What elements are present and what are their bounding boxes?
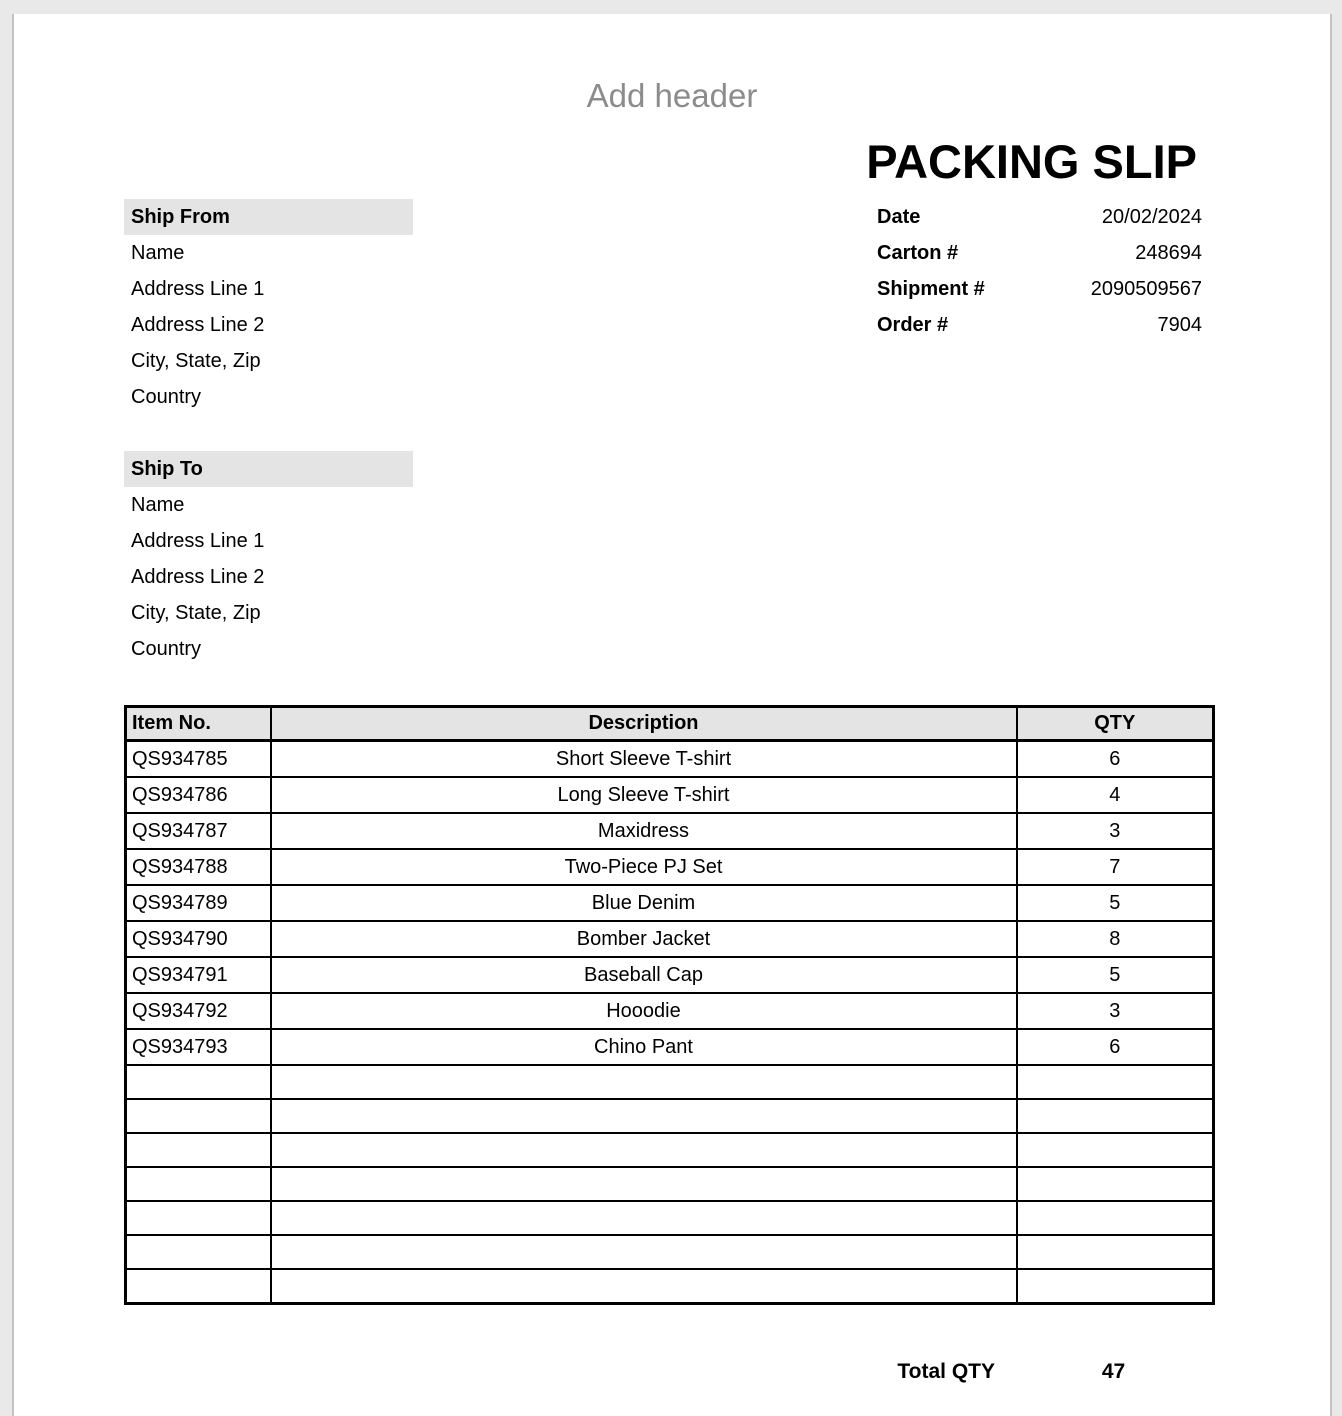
- description-cell[interactable]: [271, 1099, 1017, 1133]
- table-row: [126, 1029, 1214, 1065]
- item-no-cell[interactable]: [126, 1167, 271, 1201]
- table-row: [126, 849, 1214, 885]
- shipment-info-block: [877, 199, 1202, 343]
- ship-to-block: [124, 451, 413, 667]
- page: [12, 14, 1332, 1416]
- items-table-body: [126, 741, 1214, 1304]
- description-cell[interactable]: Blue Denim: [271, 885, 1017, 921]
- total-qty-value[interactable]: 47: [1101, 1360, 1126, 1383]
- date-label[interactable]: Date: [877, 206, 921, 228]
- document-title[interactable]: PACKING SLIP: [866, 135, 1197, 188]
- item-no-cell[interactable]: QS934791: [126, 957, 271, 993]
- qty-cell[interactable]: 7: [1017, 849, 1214, 885]
- qty-cell[interactable]: [1017, 1201, 1214, 1235]
- description-cell[interactable]: Maxidress: [271, 813, 1017, 849]
- item-no-cell[interactable]: QS934792: [126, 993, 271, 1029]
- ship-to-country[interactable]: Country: [131, 638, 202, 660]
- table-row: [126, 1167, 1214, 1201]
- add-header-placeholder[interactable]: Add header: [586, 77, 758, 114]
- table-row: [126, 1065, 1214, 1099]
- ship-to-header[interactable]: Ship To: [124, 451, 413, 487]
- ship-to-name[interactable]: Name: [131, 494, 185, 516]
- info-row-carton: [877, 235, 1202, 271]
- ship-from-block: [124, 199, 413, 415]
- item-no-cell[interactable]: [126, 1099, 271, 1133]
- item-no-cell[interactable]: QS934788: [126, 849, 271, 885]
- table-row: [126, 1235, 1214, 1269]
- description-cell[interactable]: [271, 1133, 1017, 1167]
- table-row: [126, 1099, 1214, 1133]
- qty-cell[interactable]: 6: [1017, 741, 1214, 778]
- qty-cell[interactable]: 3: [1017, 813, 1214, 849]
- qty-cell[interactable]: [1017, 1167, 1214, 1201]
- items-table-header: [126, 707, 1214, 741]
- qty-cell[interactable]: 5: [1017, 957, 1214, 993]
- qty-cell[interactable]: 4: [1017, 777, 1214, 813]
- carton-value[interactable]: 248694: [1135, 242, 1202, 264]
- description-cell[interactable]: [271, 1269, 1017, 1303]
- item-no-cell[interactable]: QS934793: [126, 1029, 271, 1065]
- order-label[interactable]: Order #: [877, 314, 949, 336]
- info-row-order: [877, 307, 1202, 343]
- table-row: [126, 921, 1214, 957]
- header-row: [126, 707, 1214, 741]
- ship-from-header[interactable]: Ship From: [124, 199, 413, 235]
- qty-cell[interactable]: 3: [1017, 993, 1214, 1029]
- table-row: [126, 885, 1214, 921]
- item-no-cell[interactable]: QS934785: [126, 741, 271, 778]
- qty-cell[interactable]: 6: [1017, 1029, 1214, 1065]
- table-row: [126, 813, 1214, 849]
- description-cell[interactable]: [271, 1065, 1017, 1099]
- table-row: [126, 957, 1214, 993]
- description-cell[interactable]: Chino Pant: [271, 1029, 1017, 1065]
- qty-cell[interactable]: 8: [1017, 921, 1214, 957]
- qty-cell[interactable]: [1017, 1269, 1214, 1303]
- table-row: [126, 1133, 1214, 1167]
- description-cell[interactable]: [271, 1201, 1017, 1235]
- table-row: [126, 1201, 1214, 1235]
- description-cell[interactable]: Hooodie: [271, 993, 1017, 1029]
- info-row-shipment: [877, 271, 1202, 307]
- qty-cell[interactable]: [1017, 1235, 1214, 1269]
- description-cell[interactable]: Long Sleeve T-shirt: [271, 777, 1017, 813]
- item-no-cell[interactable]: [126, 1201, 271, 1235]
- item-no-cell[interactable]: QS934787: [126, 813, 271, 849]
- qty-cell[interactable]: [1017, 1099, 1214, 1133]
- total-qty-label[interactable]: Total QTY: [897, 1360, 995, 1383]
- ship-from-address1[interactable]: Address Line 1: [131, 278, 265, 300]
- items-table: [124, 705, 1215, 1305]
- item-no-cell[interactable]: QS934786: [126, 777, 271, 813]
- qty-column-header[interactable]: QTY: [1017, 707, 1214, 741]
- ship-to-address1[interactable]: Address Line 1: [131, 530, 265, 552]
- shipment-value[interactable]: 2090509567: [1090, 278, 1202, 300]
- item-no-cell[interactable]: QS934789: [126, 885, 271, 921]
- order-value[interactable]: 7904: [1157, 314, 1202, 336]
- ship-from-city-state-zip[interactable]: City, State, Zip: [131, 350, 261, 372]
- info-row-date: [877, 199, 1202, 235]
- qty-cell[interactable]: [1017, 1065, 1214, 1099]
- date-value[interactable]: 20/02/2024: [1101, 206, 1202, 228]
- table-row: [126, 741, 1214, 778]
- ship-from-name[interactable]: Name: [131, 242, 185, 264]
- ship-from-address2[interactable]: Address Line 2: [131, 314, 265, 336]
- description-cell[interactable]: Short Sleeve T-shirt: [271, 741, 1017, 778]
- qty-cell[interactable]: [1017, 1133, 1214, 1167]
- item-no-cell[interactable]: [126, 1235, 271, 1269]
- item-no-cell[interactable]: [126, 1269, 271, 1303]
- item-no-column-header[interactable]: Item No.: [126, 707, 271, 741]
- carton-label[interactable]: Carton #: [877, 242, 959, 264]
- shipment-label[interactable]: Shipment #: [877, 278, 985, 300]
- description-cell[interactable]: Baseball Cap: [271, 957, 1017, 993]
- description-cell[interactable]: Two-Piece PJ Set: [271, 849, 1017, 885]
- description-cell[interactable]: [271, 1235, 1017, 1269]
- description-column-header[interactable]: Description: [271, 707, 1017, 741]
- qty-cell[interactable]: 5: [1017, 885, 1214, 921]
- item-no-cell[interactable]: QS934790: [126, 921, 271, 957]
- table-row: [126, 993, 1214, 1029]
- ship-from-country[interactable]: Country: [131, 386, 202, 408]
- table-row: [126, 1269, 1214, 1303]
- item-no-cell[interactable]: [126, 1133, 271, 1167]
- ship-to-address2[interactable]: Address Line 2: [131, 566, 265, 588]
- description-cell[interactable]: Bomber Jacket: [271, 921, 1017, 957]
- item-no-cell[interactable]: [126, 1065, 271, 1099]
- ship-to-city-state-zip[interactable]: City, State, Zip: [131, 602, 261, 624]
- table-row: [126, 777, 1214, 813]
- description-cell[interactable]: [271, 1167, 1017, 1201]
